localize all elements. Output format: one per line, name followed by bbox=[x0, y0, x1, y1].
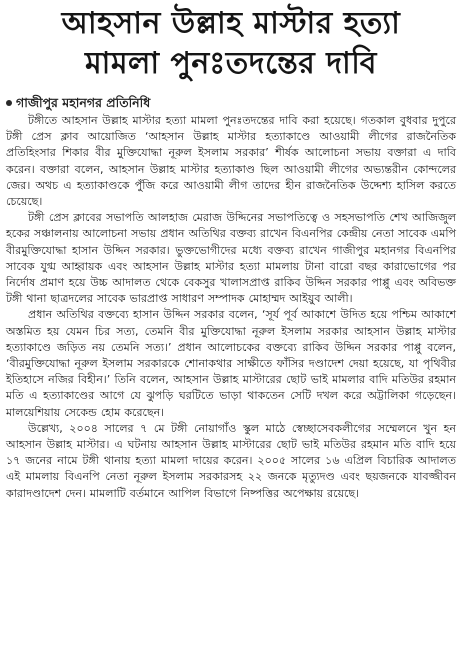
article-body bbox=[0, 113, 462, 502]
headline bbox=[0, 0, 462, 84]
headline-line-1: আহসান উল্লাহ মাস্টার হত্যা bbox=[61, 6, 401, 41]
bullet-icon bbox=[6, 100, 12, 106]
byline bbox=[6, 94, 462, 111]
paragraph-3: প্রধান অতিথির বক্তব্যে হাসান উদ্দিন সরকার বলেন, ‘সূর্য পূর্ব আকাশে উদিত হয়ে পশ্চিম আকাশে অস্তমিত হয় যেমন চির সত্য, তেমনি বীর মুক্তিযোদ্ধা নূরুল ইসলাম সরকার আহসান উল্লাহ মাস্টার হত্যাকাণ্ডে জড়িত নয় তেমনি সত্য।’ প্রধান আলোচকের বক্তব্যে রাকিব উদ্দিন সরকার পাপ্পু বলেন, ‘বীরমুক্তিযোদ্ধা নূরুল ইসলাম সরকারকে শোনাকথার সাক্ষীতে ফাঁসির দণ্ডাদেশ দেয়া হয়েছে, যা পৃথিবীর ইতিহাসে নজির বিহীন।’ তিনি বলেন, আহসান উল্লাহ মাস্টারের ছোট ভাই মামলার বাদি মতিউর রহমান মতি এ হত্যাকাণ্ডের আগে যে ঝুপড়ি ঘরটিতে ভাড়া থাকতেন সেটি দখল করে অট্টালিকা গড়েছেন। মালয়েশিয়ায় সেকেন্ড হোম করেছেন। bbox=[6, 308, 456, 419]
paragraph-1: টঙ্গীতে আহসান উল্লাহ মাস্টার হত্যা মামলা পুনঃতদন্তের দাবি করা হয়েছে। গতকাল বুধবার দুপুরে টঙ্গী প্রেস ক্লাব আয়োজিত ‘আহসান উল্লাহ মাস্টার হত্যাকাণ্ডে আওয়ামী লীগের রাজনৈতিক প্রতিহিংসার শিকার বীর মুক্তিযোদ্ধা নূরুল ইসলাম সরকার’ শীর্ষক আলোচনা সভায় বক্তারা এ দাবি করেন। বক্তারা বলেন, আহসান উল্লাহ মাস্টার হত্যাকাণ্ড ছিল আওয়ামী লীগের অভ্যন্তরীন কোন্দলের জের। অথচ এ হত্যাকাণ্ডকে পুঁজি করে আওয়ামী লীগ তাদের হীন রাজনৈতিক উদ্দেশ্য হাসিল করতে চেয়েছে। bbox=[6, 114, 456, 209]
paragraph-2: টঙ্গী প্রেস ক্লাবের সভাপতি আলহাজ মেরাজ উদ্দিনের সভাপতিত্বে ও সহসভাপতি শেখ আজিজুল হকের সঞ্চালনায় আলোচনা সভায় প্রধান অতিথির বক্তব্য রাখেন বিএনপির কেন্দ্রীয় নেতা সাবেক এমপি বীরমুক্তিযোদ্ধা হাসান উদ্দিন সরকার। ভুক্তভোগীদের মধ্যে বক্তব্য রাখেন গাজীপুর মহানগর বিএনপির সাবেক যুগ্ম আহ্বায়ক এবং আহসান উল্লাহ মাস্টার হত্যা মামলায় টানা বারো বছর কারাভোগের পর নির্দোষ প্রমাণ হয়ে উচ্চ আদালত থেকে বেকসুর খালাসপ্রাপ্ত রাকিব উদ্দিন সরকার পাপ্পু এবং অবিভক্ত টঙ্গী থানা ছাত্রদলের সাবেক ভারপ্রাপ্ত সাধারণ সম্পাদক মোহাম্মদ আইয়ুব আলী। bbox=[6, 211, 456, 306]
byline-text: গাজীপুর মহানগর প্রতিনিধি bbox=[16, 95, 151, 110]
headline-line-2: মামলা পুনঃতদন্তের দাবি bbox=[85, 46, 377, 81]
paragraph-4: উল্লেখ্য, ২০০৪ সালের ৭ মে টঙ্গী নোয়াগাঁও স্কুল মাঠে স্বেচ্ছাসেবকলীগের সম্মেলনে খুন হন আহসান উল্লাহ মাস্টার। এ ঘটনায় আহসান উল্লাহ মাস্টারের ছোট ভাই মতিউর রহমান মতি বাদি হয়ে ১৭ জনের নামে টঙ্গী থানায় হত্যা মামলা দায়ের করেন। ২০০৫ সালের ১৬ এপ্রিল বিচারিক আদালত এই মামলায় বিএনপি নেতা নূরুল ইসলাম সরকারসহ ২২ জনকে মৃত্যুদণ্ড এবং ছয়জনকে যাবজ্জীবন কারাদণ্ডাদেশ দেন। মামলাটি বর্তমানে আপিল বিভাগে নিষ্পত্তির অপেক্ষায় রয়েছে। bbox=[6, 421, 456, 500]
